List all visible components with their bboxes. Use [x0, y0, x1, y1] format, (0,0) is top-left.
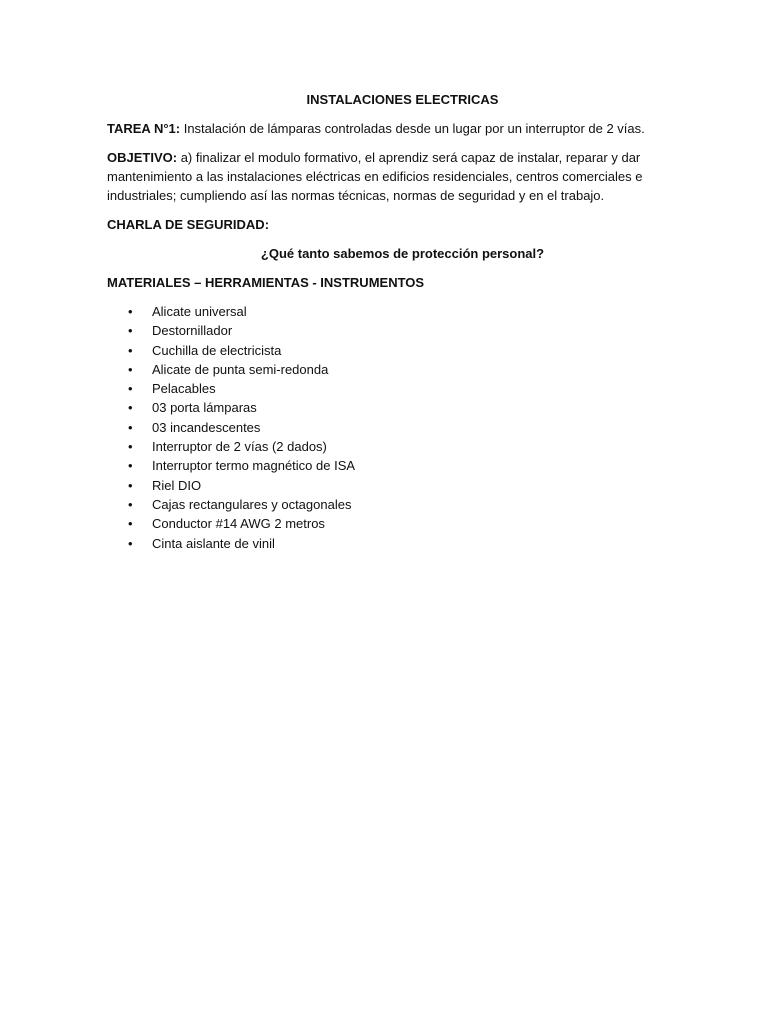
bullet-icon: • [128, 535, 133, 551]
list-item [107, 456, 648, 475]
task-text: Instalación de lámparas controladas desde un lugar por un interruptor de 2 vías. [180, 121, 645, 136]
list-item-text: 03 porta lámparas [152, 400, 257, 416]
bullet-icon: • [128, 342, 133, 358]
bullet-icon: • [128, 323, 133, 339]
list-item-text: Conductor #14 AWG 2 metros [152, 516, 325, 532]
list-item-text: Alicate universal [152, 304, 247, 319]
list-item [107, 302, 648, 321]
objective-paragraph [107, 148, 648, 205]
list-item-text: Destornillador [152, 323, 233, 339]
list-item [107, 321, 648, 340]
bullet-icon: • [128, 419, 133, 435]
materials-list [107, 302, 648, 553]
safety-question: ¿Qué tanto sabemos de protección personal? [260, 246, 545, 261]
list-item [107, 495, 648, 514]
list-item-text: Riel DIO [152, 477, 202, 493]
bullet-icon: • [128, 304, 133, 319]
list-item-text: 03 incandescentes [152, 419, 261, 435]
task-label: TAREA N°1: [107, 121, 181, 136]
list-item [107, 360, 648, 379]
list-item-text: Pelacables [152, 381, 216, 397]
list-item-text: Cuchilla de electricista [152, 342, 282, 358]
objective-text: a) finalizar el modulo formativo, el aprendiz será capaz de instalar, reparar y dar mantenimiento a las instalaciones eléctricas en edificios residenciales, centros comerciales e industriales; cumpliendo así las normas técnicas, normas de seguridad y en el trabajo. [107, 150, 643, 203]
list-item-text: Cinta aislante de vinil [152, 535, 275, 551]
task-paragraph [107, 119, 648, 138]
document-title: INSTALACIONES ELECTRICAS [306, 92, 499, 107]
list-item [107, 476, 648, 495]
list-item [107, 379, 648, 398]
bullet-icon: • [128, 381, 133, 397]
bullet-icon: • [128, 458, 133, 474]
list-item-text: Alicate de punta semi-redonda [152, 361, 329, 377]
bullet-icon: • [128, 496, 133, 512]
bullet-icon: • [128, 361, 133, 377]
list-item [107, 514, 648, 533]
objective-label: OBJETIVO: [107, 150, 178, 165]
bullet-icon: • [128, 516, 133, 532]
list-item [107, 437, 648, 456]
bullet-icon: • [128, 477, 133, 493]
materials-heading: MATERIALES – HERRAMIENTAS - INSTRUMENTOS [107, 275, 425, 290]
bullet-icon: • [128, 439, 133, 455]
list-item [107, 341, 648, 360]
safety-talk-heading: CHARLA DE SEGURIDAD: [107, 217, 270, 232]
list-item [107, 534, 648, 553]
bullet-icon: • [128, 400, 133, 416]
list-item [107, 418, 648, 437]
list-item [107, 398, 648, 417]
list-item-text: Interruptor de 2 vías (2 dados) [152, 439, 327, 455]
list-item-text: Interruptor termo magnético de ISA [152, 458, 356, 474]
list-item-text: Cajas rectangulares y octagonales [152, 496, 352, 512]
